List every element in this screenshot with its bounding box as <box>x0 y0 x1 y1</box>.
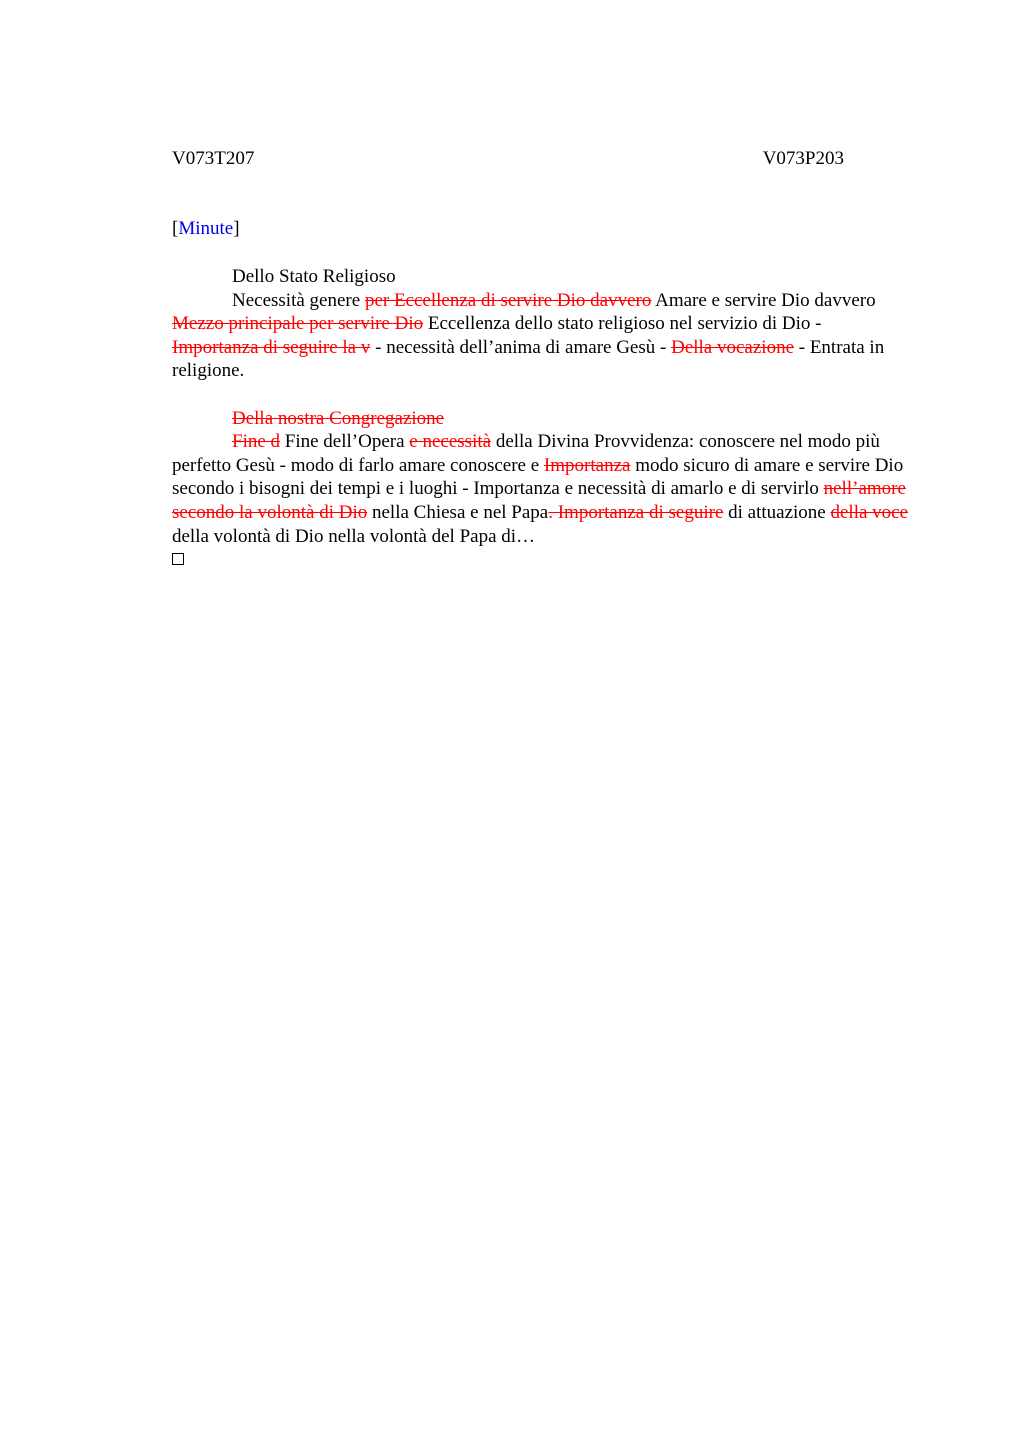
paragraph-text: Fine dell’Opera <box>280 431 410 453</box>
volume-text-code: V073T207 <box>172 148 255 169</box>
paragraph-text: Eccellenza dello stato religioso nel servizio di Dio - <box>423 313 822 335</box>
label-open-bracket: [ <box>172 218 179 239</box>
deleted-text: Importanza di seguire la v <box>172 336 371 358</box>
deleted-title: Della nostra Congregazione <box>232 407 445 429</box>
page-header <box>172 147 844 171</box>
deleted-text: per Eccellenza di servire Dio davvero <box>364 289 652 311</box>
paragraph-text: Amare e servire Dio davvero <box>651 289 876 311</box>
paragraph-text: Necessità genere <box>232 289 365 311</box>
deleted-text: Della vocazione <box>671 336 794 358</box>
deleted-text: nell’amore secondo la volontà di Dio <box>172 478 906 523</box>
document-body <box>172 265 912 565</box>
deleted-text: Fine d <box>232 431 281 453</box>
section-title: Dello Stato Religioso <box>232 266 396 287</box>
section-title <box>172 407 912 431</box>
paragraph-text: - necessità dell’anima di amare Gesù - <box>370 336 672 358</box>
label-close-bracket: ] <box>233 218 240 239</box>
paragraph-text: modo sicuro di amare e servire Dio secondo i bisogni dei tempi e i luoghi - Importanza e necessità di amarlo e di servirlo <box>172 454 904 500</box>
paragraph-text: - Entrata in religione. <box>172 336 885 382</box>
document-type-label <box>172 217 240 241</box>
paragraph-text: nella Chiesa e nel Papa <box>367 501 549 523</box>
paragraph-text: della volontà di Dio nella volontà del Papa di… <box>172 525 536 547</box>
paragraph-text: di attuazione <box>723 501 831 523</box>
end-marker-icon <box>172 553 184 565</box>
deleted-text: Importanza <box>543 454 631 476</box>
section-paragraph <box>172 430 912 548</box>
section-paragraph <box>172 289 912 383</box>
deleted-text: e necessità <box>409 431 492 453</box>
label-text: Minute <box>178 218 234 239</box>
paragraph-gap <box>172 383 912 407</box>
deleted-text: . Importanza di seguire <box>548 501 724 523</box>
volume-page-code: V073P203 <box>762 148 844 169</box>
deleted-text: Mezzo principale per servire Dio <box>172 313 424 335</box>
deleted-text: della voce <box>830 501 909 523</box>
paragraph-text: della Divina Provvidenza: conoscere nel modo più perfetto Gesù - modo di farlo amare conoscere e <box>172 431 880 476</box>
